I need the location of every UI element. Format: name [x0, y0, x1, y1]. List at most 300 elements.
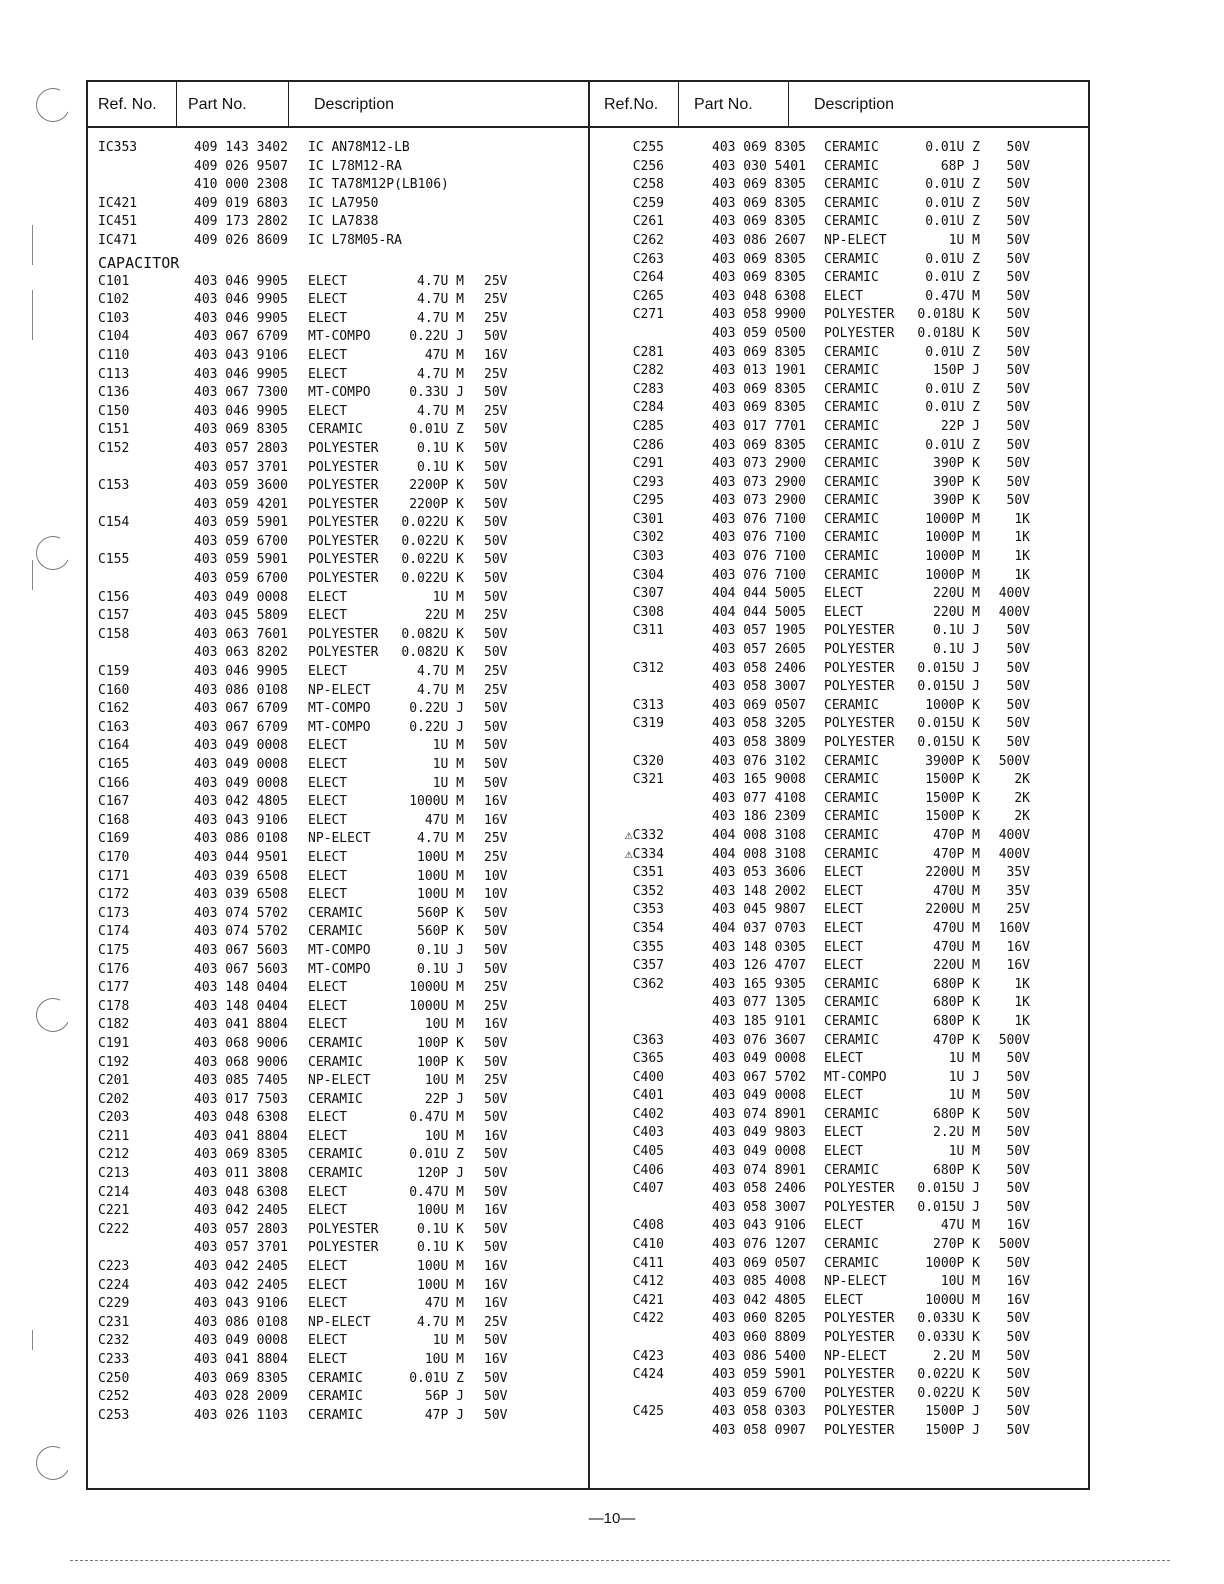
part-no: 403 057 3701: [194, 1240, 288, 1256]
table-row: [88, 273, 588, 292]
ref-no: C232: [98, 1333, 130, 1349]
value: 0.015U K: [917, 735, 980, 750]
voltage: 1K: [1014, 1013, 1030, 1029]
voltage: 16V: [484, 347, 508, 363]
description: CERAMIC: [308, 422, 363, 438]
table-row: [590, 1236, 1090, 1255]
value: 0.47U M: [409, 1184, 464, 1200]
part-no: 403 074 5702: [194, 924, 288, 940]
table-row: [590, 622, 1090, 641]
value: 0.1U J: [417, 961, 464, 977]
voltage: 1K: [1014, 530, 1030, 546]
ref-no: C286: [632, 437, 664, 453]
ref-no: C355: [632, 939, 664, 955]
value: 0.01U Z: [409, 1147, 464, 1163]
voltage: 50V: [1006, 1199, 1030, 1215]
part-no: 403 059 3600: [194, 478, 288, 494]
voltage: 50V: [1006, 1255, 1030, 1271]
table-row: [88, 158, 588, 177]
part-no: 403 076 3102: [712, 753, 806, 769]
ref-no: C168: [98, 812, 130, 828]
ref-no: C283: [632, 381, 664, 397]
table-row: [88, 533, 588, 552]
table-row: [88, 719, 588, 738]
part-no: 403 058 3809: [712, 735, 806, 750]
description: CERAMIC: [824, 772, 879, 788]
part-no: 403 043 9106: [194, 347, 288, 363]
ref-no: C255: [632, 140, 664, 155]
description: POLYESTER: [824, 1367, 895, 1383]
value: 470P K: [933, 1032, 980, 1048]
ref-no: C401: [632, 1088, 664, 1104]
voltage: 50V: [1006, 1181, 1030, 1197]
part-no: 404 044 5005: [712, 604, 806, 620]
value: 4.7U M: [417, 682, 464, 698]
value: 0.033U K: [917, 1330, 980, 1345]
voltage: 2K: [1014, 790, 1030, 806]
voltage: 50V: [484, 1054, 508, 1070]
description: MT-COMPO: [824, 1069, 887, 1085]
part-no: 403 076 7100: [712, 567, 806, 583]
ref-no: C302: [632, 530, 664, 546]
table-row: [88, 328, 588, 347]
part-no: 403 165 9008: [712, 772, 806, 788]
description: NP-ELECT: [824, 1274, 887, 1290]
table-row: [590, 1106, 1090, 1125]
part-no: 403 043 9106: [194, 812, 288, 828]
voltage: 1K: [1014, 976, 1030, 992]
value: 0.1U K: [417, 440, 464, 456]
value: 0.022U K: [917, 1367, 980, 1383]
voltage: 400V: [998, 586, 1030, 602]
value: 1U M: [948, 1144, 980, 1160]
voltage: 50V: [1006, 270, 1030, 286]
description: CERAMIC: [824, 437, 879, 453]
value: 0.01U Z: [925, 437, 980, 453]
description: ELECT: [308, 310, 348, 326]
description: ELECT: [824, 1088, 864, 1104]
ref-no: C224: [98, 1277, 130, 1293]
description: ELECT: [308, 366, 348, 382]
value: 4.7U M: [417, 831, 464, 847]
table-row: [590, 474, 1090, 493]
ref-no: C110: [98, 347, 130, 363]
ref-no: C211: [98, 1128, 130, 1144]
ref-no: C253: [98, 1407, 130, 1423]
part-no: 403 048 6308: [194, 1110, 288, 1126]
ref-no: C285: [632, 418, 664, 434]
part-no: 403 086 0108: [194, 682, 288, 698]
ref-no: C313: [632, 697, 664, 713]
table-row: [88, 1295, 588, 1314]
part-no: 403 026 1103: [194, 1407, 288, 1423]
table-row: [590, 492, 1090, 511]
value: 2200U M: [925, 865, 980, 881]
ref-no: C281: [632, 344, 664, 360]
table-row: [88, 232, 588, 251]
part-no: 403 046 9905: [194, 403, 288, 419]
value: 100U M: [417, 868, 464, 884]
table-row: [88, 644, 588, 663]
value: 0.01U Z: [925, 140, 980, 155]
value: 1000P K: [925, 697, 980, 713]
table-row: [590, 288, 1090, 307]
description: ELECT: [308, 1110, 348, 1126]
description: NP-ELECT: [308, 1073, 371, 1089]
ref-no: C406: [632, 1162, 664, 1178]
value: 0.1U K: [417, 459, 464, 475]
voltage: 50V: [484, 589, 508, 605]
table-row: [88, 1091, 588, 1110]
table-row: [590, 697, 1090, 716]
table-row: [590, 1087, 1090, 1106]
table-row: [590, 399, 1090, 418]
ref-no: C101: [98, 273, 130, 289]
table-row: [590, 976, 1090, 995]
description: POLYESTER: [824, 1404, 895, 1420]
ref-no: C263: [632, 251, 664, 267]
value: 4.7U M: [417, 664, 464, 680]
table-row: [590, 567, 1090, 586]
voltage: 50V: [484, 478, 508, 494]
voltage: 50V: [484, 738, 508, 754]
voltage: 16V: [484, 1259, 508, 1275]
voltage: 1K: [1014, 995, 1030, 1011]
voltage: 50V: [484, 775, 508, 791]
part-no: 403 069 0507: [712, 1255, 806, 1271]
table-row: [88, 421, 588, 440]
table-row: [590, 734, 1090, 753]
value: 0.33U J: [409, 385, 464, 401]
description: ELECT: [824, 1292, 864, 1308]
voltage: 50V: [1006, 1348, 1030, 1364]
voltage: 50V: [484, 422, 508, 438]
part-no: 403 185 9101: [712, 1013, 806, 1029]
description: ELECT: [308, 347, 348, 363]
value: 0.022U K: [401, 571, 464, 587]
voltage: 50V: [1006, 493, 1030, 509]
description: CERAMIC: [824, 344, 879, 360]
table-row: [590, 529, 1090, 548]
description: ELECT: [308, 1296, 348, 1312]
description: IC LA7950: [308, 195, 379, 211]
voltage: 16V: [1006, 1218, 1030, 1234]
table-row: [590, 957, 1090, 976]
table-row: [88, 1388, 588, 1407]
description: CERAMIC: [824, 790, 879, 806]
voltage: 35V: [1006, 865, 1030, 881]
voltage: 500V: [998, 1237, 1030, 1253]
part-no: 403 063 7601: [194, 626, 288, 642]
voltage: 50V: [484, 1240, 508, 1256]
table-row: [88, 195, 588, 214]
part-no: 403 057 2605: [712, 642, 806, 658]
voltage: 50V: [1006, 232, 1030, 248]
table-row: [88, 440, 588, 459]
table-row: [590, 213, 1090, 232]
voltage: 50V: [1006, 195, 1030, 211]
part-no: 403 017 7503: [194, 1091, 288, 1107]
table-row: [590, 1013, 1090, 1032]
description: ELECT: [308, 403, 348, 419]
ref-no: C201: [98, 1073, 130, 1089]
value: 2.2U M: [933, 1125, 980, 1141]
table-row: [88, 347, 588, 366]
ref-no: C357: [632, 958, 664, 974]
part-no: 403 069 8305: [194, 1370, 288, 1386]
voltage: 50V: [1006, 1162, 1030, 1178]
value: 0.1U J: [933, 623, 980, 639]
part-no: 403 049 0008: [194, 589, 288, 605]
description: CERAMIC: [824, 251, 879, 267]
part-no: 403 186 2309: [712, 809, 806, 825]
value: 0.015U K: [917, 716, 980, 732]
part-no: 403 044 9501: [194, 849, 288, 865]
part-no: 410 000 2308: [194, 177, 288, 193]
description: MT-COMPO: [308, 701, 371, 717]
table-row: [88, 1202, 588, 1221]
ref-no: C191: [98, 1035, 130, 1051]
voltage: 50V: [1006, 1106, 1030, 1122]
description: IC AN78M12-LB: [308, 140, 410, 155]
value: 0.01U Z: [925, 400, 980, 416]
voltage: 50V: [484, 496, 508, 512]
description: POLYESTER: [824, 1330, 895, 1345]
voltage: 50V: [1006, 642, 1030, 658]
part-no: 403 076 1207: [712, 1237, 806, 1253]
voltage: 50V: [1006, 1422, 1030, 1438]
description: ELECT: [308, 849, 348, 865]
part-no: 403 058 0303: [712, 1404, 806, 1420]
part-no: 403 148 0404: [194, 998, 288, 1014]
voltage: 2K: [1014, 772, 1030, 788]
table-row: [88, 384, 588, 403]
description: POLYESTER: [824, 1181, 895, 1197]
part-no: 403 086 0108: [194, 1314, 288, 1330]
voltage: 400V: [998, 846, 1030, 862]
ref-no: C163: [98, 719, 130, 735]
part-no: 403 057 3701: [194, 459, 288, 475]
value: 0.022U K: [401, 515, 464, 531]
ref-no: C363: [632, 1032, 664, 1048]
value: 47U M: [424, 1296, 464, 1312]
value: 1U J: [948, 1069, 980, 1085]
part-no: 403 041 8804: [194, 1017, 288, 1033]
table-row: [88, 1184, 588, 1203]
description: CERAMIC: [824, 381, 879, 397]
ref-no: C160: [98, 682, 130, 698]
description: ELECT: [308, 998, 348, 1014]
part-no: 403 059 0500: [712, 325, 806, 341]
table-row: [590, 604, 1090, 623]
description: ELECT: [824, 1051, 864, 1067]
table-row: [88, 176, 588, 195]
value: 10U M: [424, 1073, 464, 1089]
description: POLYESTER: [308, 496, 379, 512]
table-row: [88, 626, 588, 645]
voltage: 50V: [484, 1166, 508, 1182]
ref-no: C174: [98, 924, 130, 940]
table-row: [590, 883, 1090, 902]
voltage: 16V: [1006, 1292, 1030, 1308]
value: 470P M: [933, 827, 980, 843]
part-no: 403 069 8305: [712, 437, 806, 453]
part-no: 403 046 9905: [194, 310, 288, 326]
table-row: [88, 868, 588, 887]
voltage: 50V: [1006, 325, 1030, 341]
part-no: 403 059 4201: [194, 496, 288, 512]
part-no: 403 057 1905: [712, 623, 806, 639]
ref-no: C102: [98, 292, 130, 308]
part-no: 403 048 6308: [194, 1184, 288, 1200]
value: 1500P J: [925, 1422, 980, 1438]
description: POLYESTER: [308, 626, 379, 642]
value: 0.015U J: [917, 679, 980, 695]
description: ELECT: [824, 586, 864, 602]
table-row: [88, 551, 588, 570]
table-row: [590, 1180, 1090, 1199]
description: CERAMIC: [824, 567, 879, 583]
description: POLYESTER: [824, 1422, 895, 1438]
part-no: 403 085 7405: [194, 1073, 288, 1089]
description: CERAMIC: [824, 214, 879, 230]
ref-no: C256: [632, 158, 664, 174]
description: CERAMIC: [824, 976, 879, 992]
ref-no: C171: [98, 868, 130, 884]
left-column: [88, 139, 588, 1425]
ref-no: C258: [632, 177, 664, 193]
value: 470P M: [933, 846, 980, 862]
description: POLYESTER: [824, 1385, 895, 1401]
table-row: [88, 849, 588, 868]
voltage: 50V: [1006, 1311, 1030, 1327]
part-no: 403 059 6700: [194, 571, 288, 587]
table-row: [590, 808, 1090, 827]
value: 4.7U M: [417, 273, 464, 289]
part-no: 403 046 9905: [194, 273, 288, 289]
voltage: 50V: [1006, 1051, 1030, 1067]
voltage: 25V: [484, 1073, 508, 1089]
voltage: 50V: [484, 757, 508, 772]
part-no: 403 148 2002: [712, 883, 806, 899]
value: 1U M: [948, 232, 980, 248]
ref-no: C262: [632, 232, 664, 248]
table-row: [88, 979, 588, 998]
description: ELECT: [824, 604, 864, 620]
value: 4.7U M: [417, 310, 464, 326]
table-row: [88, 812, 588, 831]
description: ELECT: [308, 589, 348, 605]
ref-no: C321: [632, 772, 664, 788]
voltage: 50V: [484, 459, 508, 475]
description: ELECT: [308, 738, 348, 754]
ref-no: C104: [98, 329, 130, 345]
capacitor-list: [88, 273, 588, 1426]
part-no: 403 042 4805: [194, 794, 288, 810]
ref-no: C405: [632, 1144, 664, 1160]
table-row: [88, 589, 588, 608]
table-row: [590, 251, 1090, 270]
voltage: 25V: [484, 273, 508, 289]
value: 100P K: [417, 1035, 464, 1051]
value: 0.082U K: [401, 626, 464, 642]
value: 680P K: [933, 1162, 980, 1178]
ref-no: C425: [632, 1404, 664, 1420]
ref-no: C284: [632, 400, 664, 416]
table-row: [590, 1366, 1090, 1385]
table-row: [590, 846, 1090, 865]
part-no: 403 045 5809: [194, 608, 288, 624]
voltage: 25V: [484, 366, 508, 382]
ic-list: [88, 139, 588, 251]
part-no: 403 068 9006: [194, 1035, 288, 1051]
table-row: [590, 641, 1090, 660]
voltage: 50V: [1006, 679, 1030, 695]
voltage: 50V: [484, 1333, 508, 1349]
ref-no: C312: [632, 660, 664, 676]
part-no: 403 058 2406: [712, 660, 806, 676]
voltage: 50V: [1006, 474, 1030, 490]
bottom-rule: [70, 1560, 1170, 1561]
margin-mark: [32, 560, 33, 590]
part-no: 403 058 2406: [712, 1181, 806, 1197]
value: 0.01U Z: [925, 177, 980, 193]
part-no: 403 074 5702: [194, 905, 288, 921]
voltage: 500V: [998, 753, 1030, 769]
ref-no: C151: [98, 422, 130, 438]
part-no: 404 008 3108: [712, 827, 806, 843]
value: 560P K: [417, 905, 464, 921]
value: 1000U M: [925, 1292, 980, 1308]
description: CERAMIC: [824, 846, 879, 862]
description: POLYESTER: [824, 660, 895, 676]
part-no: 403 058 3205: [712, 716, 806, 732]
part-no: 403 046 9905: [194, 664, 288, 680]
value: 47P J: [424, 1407, 464, 1423]
value: 0.01U Z: [925, 270, 980, 286]
voltage: 16V: [484, 794, 508, 810]
value: 1000P K: [925, 1255, 980, 1271]
value: 1U M: [432, 757, 464, 772]
part-no: 403 148 0404: [194, 980, 288, 996]
description: ELECT: [824, 288, 864, 304]
part-no: 403 058 9900: [712, 307, 806, 323]
ref-no: C157: [98, 608, 130, 624]
voltage: 25V: [484, 403, 508, 419]
part-no: 403 041 8804: [194, 1128, 288, 1144]
punch-hole-bottom: [31, 1441, 75, 1485]
value: 2200P K: [409, 496, 464, 512]
value: 68P J: [940, 158, 980, 174]
table-row: [88, 700, 588, 719]
value: 0.022U K: [401, 552, 464, 568]
table-row: [590, 325, 1090, 344]
ref-no: C166: [98, 775, 130, 791]
voltage: 50V: [1006, 288, 1030, 304]
margin-mark: [32, 290, 33, 340]
voltage: 50V: [1006, 1367, 1030, 1383]
part-no: 403 059 6700: [194, 533, 288, 549]
table-row: [590, 455, 1090, 474]
table-row: [88, 905, 588, 924]
value: 220U M: [933, 586, 980, 602]
description: POLYESTER: [308, 440, 379, 456]
value: 1000U M: [409, 980, 464, 996]
value: 220U M: [933, 958, 980, 974]
voltage: 50V: [1006, 381, 1030, 397]
voltage: 50V: [484, 1407, 508, 1423]
description: CERAMIC: [824, 809, 879, 825]
